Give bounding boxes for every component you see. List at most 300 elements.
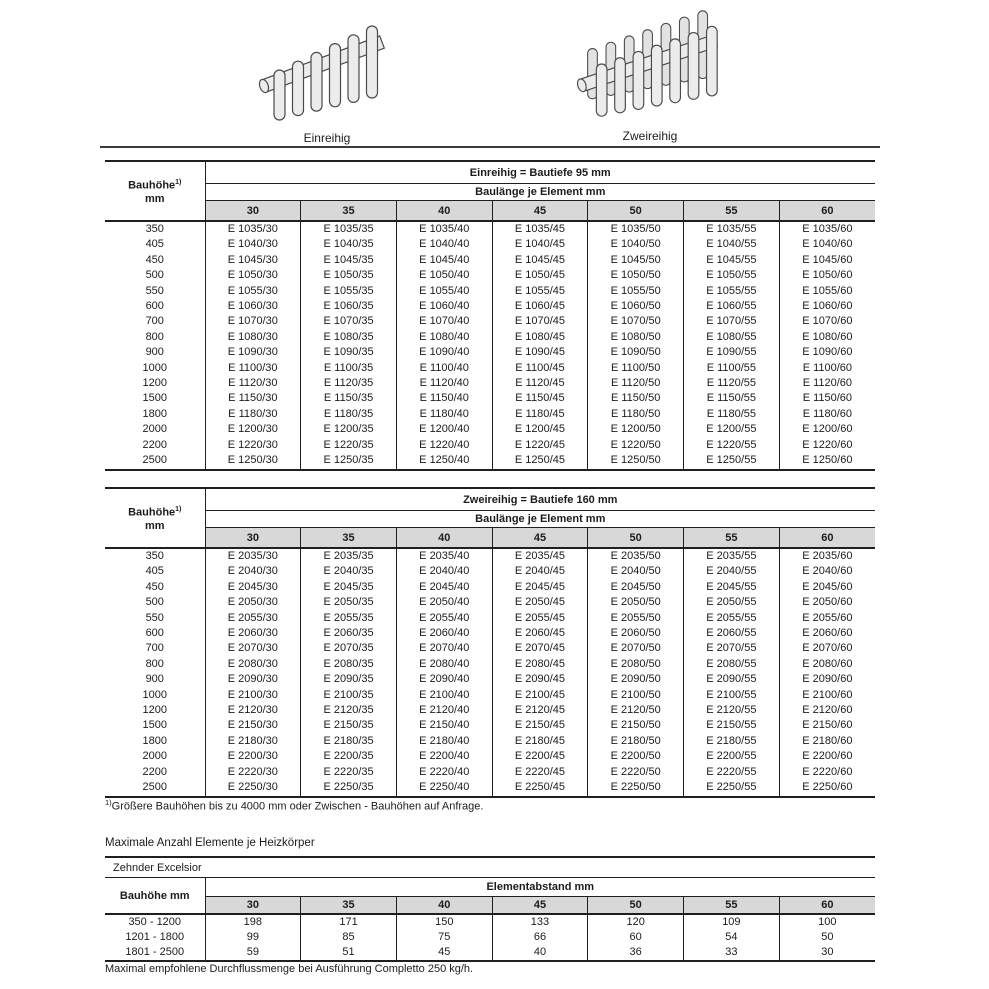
table-row: [105, 718, 875, 733]
column-header: 40: [396, 528, 492, 549]
row-header-cell: 1801 - 2500: [125, 946, 185, 958]
value-cell: E 1040/55: [684, 237, 780, 252]
value-cell: E 1150/40: [396, 391, 492, 406]
value-cell: E 1045/55: [684, 253, 780, 268]
value-cell: E 1045/30: [205, 253, 301, 268]
value-cell: E 1090/50: [588, 345, 684, 360]
column-header: 45: [492, 897, 588, 915]
value-cell: E 1080/40: [396, 330, 492, 345]
value-cell: E 2045/40: [396, 580, 492, 595]
row-header-cell: 1000: [142, 688, 167, 701]
table-row: [105, 268, 875, 283]
table-row: [105, 438, 875, 453]
value-cell: E 2045/55: [684, 580, 780, 595]
value-cell: E 2050/30: [205, 595, 301, 610]
row-header-cell: 700: [145, 642, 164, 655]
value-cell: E 2250/55: [684, 780, 780, 796]
table-row: [105, 734, 875, 749]
row-header-cell: 2500: [142, 781, 167, 794]
value-cell: E 2090/30: [205, 672, 301, 687]
value-cell: E 2220/50: [588, 765, 684, 780]
value-cell: E 1120/35: [301, 376, 397, 391]
value-cell: E 2220/45: [492, 765, 588, 780]
value-cell: E 2080/40: [396, 657, 492, 672]
value-cell: E 2045/35: [301, 580, 397, 595]
value-cell: E 1150/60: [779, 391, 875, 406]
value-cell: E 2200/50: [588, 749, 684, 764]
value-cell: E 2220/30: [205, 765, 301, 780]
table-row: [105, 330, 875, 345]
value-cell: E 2055/30: [205, 611, 301, 626]
value-cell: E 2150/45: [492, 718, 588, 733]
value-cell: E 1220/50: [588, 438, 684, 453]
row-header-cell: 2000: [142, 423, 167, 436]
value-cell: E 1060/40: [396, 299, 492, 314]
row-header-title: [105, 488, 205, 548]
value-cell: E 2070/60: [779, 641, 875, 656]
value-cell: E 2090/45: [492, 672, 588, 687]
value-cell: E 1045/50: [588, 253, 684, 268]
row-header-cell: 2500: [142, 454, 167, 467]
column-header: 45: [492, 528, 588, 549]
value-cell: E 2100/50: [588, 688, 684, 703]
figure-einreihig: [252, 12, 402, 145]
column-header: 30: [205, 897, 301, 915]
value-cell: E 1040/35: [301, 237, 397, 252]
column-header: 40: [396, 897, 492, 915]
row-header-cell: 900: [145, 673, 164, 686]
row-header-cell: 1800: [142, 734, 167, 747]
table-title: Zweireihig = Bautiefe 160 mm: [205, 488, 875, 511]
value-cell: E 2180/60: [779, 734, 875, 749]
value-cell: E 2070/55: [684, 641, 780, 656]
table-row: [105, 580, 875, 595]
value-cell: E 2055/55: [684, 611, 780, 626]
value-cell: E 1050/50: [588, 268, 684, 283]
value-cell: E 2090/40: [396, 672, 492, 687]
value-cell: E 1250/45: [492, 453, 588, 469]
footnote-text: Größere Bauhöhen bis zu 4000 mm oder Zwischen - Bauhöhen auf Anfrage.: [111, 800, 484, 813]
value-cell: E 2100/55: [684, 688, 780, 703]
value-cell: E 1060/30: [205, 299, 301, 314]
value-cell: 33: [684, 945, 780, 961]
section-divider: [100, 146, 880, 148]
footnote: [105, 798, 483, 813]
value-cell: E 1220/35: [301, 438, 397, 453]
value-cell: E 1090/60: [779, 345, 875, 360]
value-cell: E 2080/45: [492, 657, 588, 672]
brand-title: Zehnder Excelsior: [105, 857, 875, 878]
value-cell: E 2070/35: [301, 641, 397, 656]
row-header-cell: 1000: [142, 361, 167, 374]
value-cell: E 1035/60: [779, 221, 875, 237]
value-cell: E 1250/30: [205, 453, 301, 469]
value-cell: E 2035/55: [684, 548, 780, 564]
value-cell: E 1200/55: [684, 422, 780, 437]
value-cell: E 1120/55: [684, 376, 780, 391]
value-cell: E 1055/40: [396, 284, 492, 299]
column-header: 35: [301, 201, 397, 222]
table-row: [105, 253, 875, 268]
value-cell: E 2090/55: [684, 672, 780, 687]
value-cell: E 2055/35: [301, 611, 397, 626]
value-cell: E 1180/55: [684, 407, 780, 422]
value-cell: E 1035/45: [492, 221, 588, 237]
value-cell: E 1080/55: [684, 330, 780, 345]
value-cell: E 1150/55: [684, 391, 780, 406]
table-row: [105, 703, 875, 718]
value-cell: E 2120/55: [684, 703, 780, 718]
footnote-marker: 1): [105, 798, 112, 807]
value-cell: E 2150/30: [205, 718, 301, 733]
value-cell: E 1120/50: [588, 376, 684, 391]
value-cell: E 1035/35: [301, 221, 397, 237]
value-cell: E 1070/55: [684, 314, 780, 329]
value-cell: E 1040/40: [396, 237, 492, 252]
value-cell: E 1080/30: [205, 330, 301, 345]
value-cell: E 1250/50: [588, 453, 684, 469]
value-cell: E 2120/40: [396, 703, 492, 718]
table-row: [105, 611, 875, 626]
row-header-cell: 600: [145, 300, 164, 313]
value-cell: E 2150/55: [684, 718, 780, 733]
value-cell: E 2045/60: [779, 580, 875, 595]
table-row: [105, 657, 875, 672]
value-cell: 30: [779, 945, 875, 961]
value-cell: E 1200/45: [492, 422, 588, 437]
value-cell: E 1150/50: [588, 391, 684, 406]
value-cell: E 1060/35: [301, 299, 397, 314]
value-cell: E 1055/45: [492, 284, 588, 299]
value-cell: E 1055/50: [588, 284, 684, 299]
value-cell: E 2070/40: [396, 641, 492, 656]
zweireihig-label: Zweireihig: [622, 129, 678, 143]
row-header-cell: 350 - 1200: [128, 916, 182, 928]
value-cell: E 2080/55: [684, 657, 780, 672]
row-header-cell: 800: [145, 657, 164, 670]
value-cell: E 1055/35: [301, 284, 397, 299]
value-cell: E 2120/35: [301, 703, 397, 718]
row-header-title: Bauhöhe mm: [105, 878, 205, 915]
value-cell: E 1080/60: [779, 330, 875, 345]
table-row: [105, 221, 875, 237]
value-cell: E 1220/55: [684, 438, 780, 453]
value-cell: 54: [684, 930, 780, 945]
row-header-title: [105, 161, 205, 221]
table-row: [105, 595, 875, 610]
value-cell: E 2150/60: [779, 718, 875, 733]
value-cell: 150: [396, 914, 492, 930]
table-subtitle: Baulänge je Element mm: [205, 511, 875, 528]
zweireihig-radiator-illustration: [570, 6, 730, 122]
table-row: [105, 422, 875, 437]
value-cell: E 2080/50: [588, 657, 684, 672]
value-cell: E 1070/60: [779, 314, 875, 329]
table-row: [105, 641, 875, 656]
value-cell: 45: [396, 945, 492, 961]
row-header-cell: 1201 - 1800: [125, 931, 185, 943]
value-cell: E 2055/50: [588, 611, 684, 626]
value-cell: E 1220/30: [205, 438, 301, 453]
table-row: [105, 749, 875, 764]
value-cell: E 1200/35: [301, 422, 397, 437]
value-cell: E 1070/40: [396, 314, 492, 329]
value-cell: E 2250/40: [396, 780, 492, 796]
value-cell: E 2100/30: [205, 688, 301, 703]
value-cell: E 2180/55: [684, 734, 780, 749]
value-cell: E 2120/45: [492, 703, 588, 718]
value-cell: E 2180/40: [396, 734, 492, 749]
value-cell: 198: [205, 914, 301, 930]
value-cell: E 1050/40: [396, 268, 492, 283]
row-header-cell: 1500: [142, 392, 167, 405]
value-cell: E 1250/55: [684, 453, 780, 469]
einreihig-label: Einreihig: [303, 131, 351, 145]
value-cell: E 1150/30: [205, 391, 301, 406]
row-header-cell: 405: [145, 565, 164, 578]
footnote-marker: 1): [175, 179, 182, 187]
max-elements-table-body: [105, 914, 875, 961]
value-cell: E 1060/55: [684, 299, 780, 314]
row-header-cell: 500: [145, 596, 164, 609]
bauhoehe-unit: mm: [144, 192, 165, 205]
value-cell: E 2035/60: [779, 548, 875, 564]
column-header-row: [105, 897, 875, 915]
value-cell: E 1200/60: [779, 422, 875, 437]
column-header: 30: [205, 528, 301, 549]
value-cell: E 2050/55: [684, 595, 780, 610]
table-row: [105, 672, 875, 687]
value-cell: E 2200/45: [492, 749, 588, 764]
row-header-cell: 450: [145, 253, 164, 266]
table-row: [105, 453, 875, 469]
value-cell: E 2250/35: [301, 780, 397, 796]
einreihig-radiator-illustration: [252, 12, 402, 124]
value-cell: 50: [779, 930, 875, 945]
column-header: 55: [684, 201, 780, 222]
column-header: 60: [779, 201, 875, 222]
value-cell: E 2180/35: [301, 734, 397, 749]
value-cell: E 2060/45: [492, 626, 588, 641]
value-cell: 133: [492, 914, 588, 930]
value-cell: E 1060/60: [779, 299, 875, 314]
value-cell: E 1220/40: [396, 438, 492, 453]
row-header-cell: 700: [145, 315, 164, 328]
value-cell: E 1050/55: [684, 268, 780, 283]
column-header: 40: [396, 201, 492, 222]
column-header-row: [105, 201, 875, 222]
value-cell: E 2090/60: [779, 672, 875, 687]
value-cell: E 2070/45: [492, 641, 588, 656]
table-row: [105, 345, 875, 360]
value-cell: 75: [396, 930, 492, 945]
value-cell: E 1070/50: [588, 314, 684, 329]
value-cell: E 1040/50: [588, 237, 684, 252]
table-row: [105, 548, 875, 564]
value-cell: E 2080/35: [301, 657, 397, 672]
value-cell: E 2055/60: [779, 611, 875, 626]
value-cell: 120: [588, 914, 684, 930]
value-cell: E 2150/40: [396, 718, 492, 733]
row-header-cell: 405: [145, 238, 164, 251]
value-cell: E 1060/50: [588, 299, 684, 314]
value-cell: E 2050/40: [396, 595, 492, 610]
value-cell: E 1250/40: [396, 453, 492, 469]
value-cell: E 1055/30: [205, 284, 301, 299]
value-cell: 60: [588, 930, 684, 945]
value-cell: 36: [588, 945, 684, 961]
value-cell: E 2220/35: [301, 765, 397, 780]
value-cell: E 1040/60: [779, 237, 875, 252]
value-cell: E 1120/40: [396, 376, 492, 391]
column-header: 35: [301, 528, 397, 549]
value-cell: E 2040/60: [779, 564, 875, 579]
value-cell: E 1120/60: [779, 376, 875, 391]
column-header: 35: [301, 897, 397, 915]
value-cell: E 2200/60: [779, 749, 875, 764]
row-header-cell: 2000: [142, 750, 167, 763]
column-header: 50: [588, 528, 684, 549]
row-header-cell: 600: [145, 627, 164, 640]
value-cell: E 2250/50: [588, 780, 684, 796]
value-cell: E 2060/60: [779, 626, 875, 641]
value-cell: E 2100/45: [492, 688, 588, 703]
table-row: [105, 407, 875, 422]
row-header-cell: 350: [145, 223, 164, 235]
row-header-cell: 1200: [142, 704, 167, 717]
value-cell: E 1055/60: [779, 284, 875, 299]
row-header-cell: 350: [145, 550, 164, 562]
value-cell: E 2050/35: [301, 595, 397, 610]
column-header-row: [105, 528, 875, 549]
column-header: 50: [588, 897, 684, 915]
value-cell: E 2220/40: [396, 765, 492, 780]
value-cell: 109: [684, 914, 780, 930]
value-cell: E 2070/50: [588, 641, 684, 656]
table-row: [105, 376, 875, 391]
value-cell: E 1040/30: [205, 237, 301, 252]
value-cell: 171: [301, 914, 397, 930]
value-cell: E 1200/40: [396, 422, 492, 437]
table-row: [105, 626, 875, 641]
figure-zweireihig: [568, 6, 732, 143]
value-cell: E 2040/30: [205, 564, 301, 579]
value-cell: E 1090/30: [205, 345, 301, 360]
value-cell: E 2200/35: [301, 749, 397, 764]
value-cell: E 2050/60: [779, 595, 875, 610]
value-cell: E 2035/45: [492, 548, 588, 564]
table-row: [105, 299, 875, 314]
value-cell: E 2060/35: [301, 626, 397, 641]
value-cell: E 2150/35: [301, 718, 397, 733]
table-subtitle: Baulänge je Element mm: [205, 184, 875, 201]
value-cell: E 1150/35: [301, 391, 397, 406]
value-cell: E 2045/45: [492, 580, 588, 595]
value-cell: E 1080/50: [588, 330, 684, 345]
value-cell: E 1045/60: [779, 253, 875, 268]
value-cell: E 1180/40: [396, 407, 492, 422]
bauhoehe-label: Bauhöhe: [128, 179, 176, 192]
value-cell: E 2040/35: [301, 564, 397, 579]
row-header-cell: 1800: [142, 407, 167, 420]
value-cell: E 1100/55: [684, 361, 780, 376]
value-cell: E 2200/55: [684, 749, 780, 764]
column-header: 55: [684, 528, 780, 549]
column-header: 55: [684, 897, 780, 915]
column-header: 60: [779, 897, 875, 915]
value-cell: E 2040/55: [684, 564, 780, 579]
value-cell: E 2090/35: [301, 672, 397, 687]
value-cell: E 2100/35: [301, 688, 397, 703]
value-cell: 59: [205, 945, 301, 961]
row-header-cell: 800: [145, 330, 164, 343]
value-cell: E 2035/40: [396, 548, 492, 564]
row-header-cell: 1500: [142, 719, 167, 732]
table-row: [105, 284, 875, 299]
table-row: [105, 780, 875, 796]
table-row: [105, 237, 875, 252]
zweireihig-table-body: [105, 548, 875, 797]
value-cell: E 2050/45: [492, 595, 588, 610]
value-cell: E 1150/45: [492, 391, 588, 406]
table-row: [105, 945, 875, 961]
value-cell: E 1080/45: [492, 330, 588, 345]
table-row: [105, 688, 875, 703]
value-cell: E 1100/50: [588, 361, 684, 376]
footer-note: Maximal empfohlene Durchflussmenge bei Ausführung Completto 250 kg/h.: [105, 963, 474, 975]
row-header-cell: 900: [145, 346, 164, 359]
table-row: [105, 314, 875, 329]
value-cell: E 1250/35: [301, 453, 397, 469]
max-elements-table: [105, 856, 875, 962]
value-cell: E 2200/30: [205, 749, 301, 764]
bauhoehe-label: Bauhöhe: [128, 506, 176, 519]
column-header: 30: [205, 201, 301, 222]
column-header: 60: [779, 528, 875, 549]
value-cell: E 2060/50: [588, 626, 684, 641]
value-cell: E 1120/30: [205, 376, 301, 391]
value-cell: E 2250/30: [205, 780, 301, 796]
value-cell: E 2050/50: [588, 595, 684, 610]
value-cell: E 1180/60: [779, 407, 875, 422]
value-cell: E 1035/40: [396, 221, 492, 237]
value-cell: E 1250/60: [779, 453, 875, 469]
value-cell: E 2250/60: [779, 780, 875, 796]
einreihig-table: [105, 160, 875, 471]
table-row: [105, 765, 875, 780]
row-header-cell: 2200: [142, 438, 167, 451]
value-cell: E 2120/30: [205, 703, 301, 718]
value-cell: E 1055/55: [684, 284, 780, 299]
value-cell: E 2060/30: [205, 626, 301, 641]
value-cell: E 2090/50: [588, 672, 684, 687]
value-cell: E 2055/40: [396, 611, 492, 626]
row-header-cell: 550: [145, 284, 164, 297]
value-cell: E 1040/45: [492, 237, 588, 252]
value-cell: E 1200/50: [588, 422, 684, 437]
value-cell: E 2035/30: [205, 548, 301, 564]
value-cell: E 2120/50: [588, 703, 684, 718]
bauhoehe-unit: mm: [144, 519, 165, 532]
value-cell: E 1100/30: [205, 361, 301, 376]
value-cell: E 2040/45: [492, 564, 588, 579]
row-header-cell: 1200: [142, 377, 167, 390]
value-cell: E 2100/60: [779, 688, 875, 703]
value-cell: E 2220/55: [684, 765, 780, 780]
value-cell: E 2180/30: [205, 734, 301, 749]
value-cell: E 1100/60: [779, 361, 875, 376]
value-cell: 85: [301, 930, 397, 945]
